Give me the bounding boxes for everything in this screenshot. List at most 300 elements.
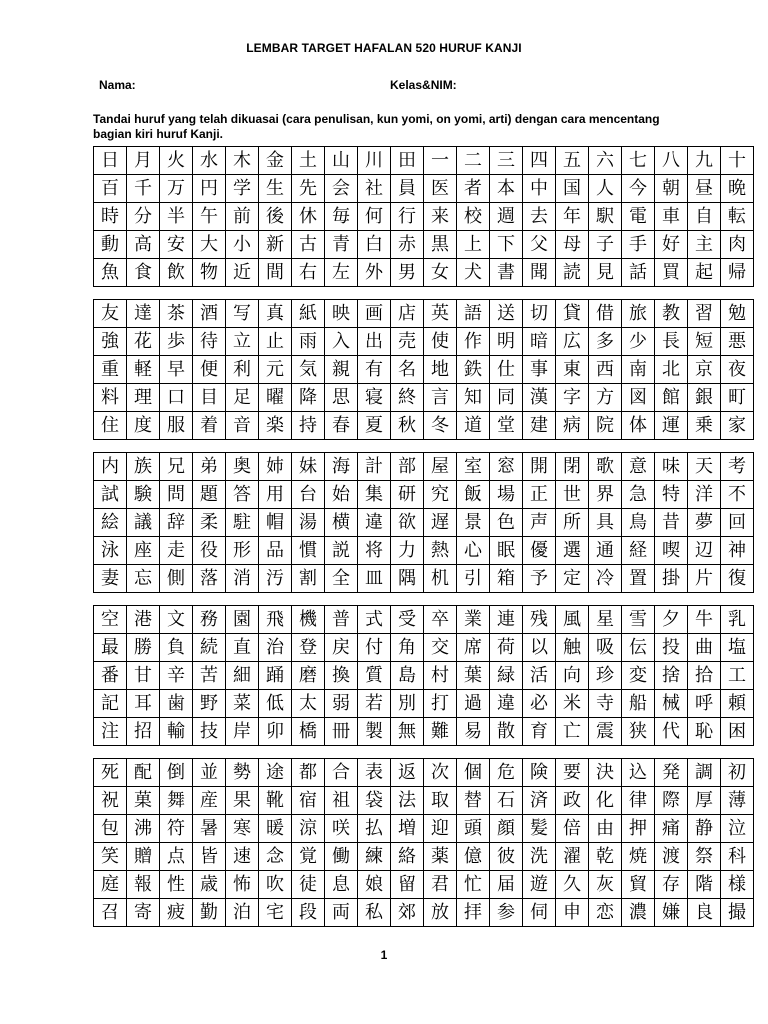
kanji-cell[interactable]: 題 xyxy=(193,481,226,509)
kanji-cell[interactable]: 鉄 xyxy=(457,356,490,384)
kanji-cell[interactable]: 帽 xyxy=(259,509,292,537)
kanji-cell[interactable]: 報 xyxy=(127,871,160,899)
kanji-cell[interactable]: 将 xyxy=(358,537,391,565)
kanji-cell[interactable]: 乾 xyxy=(589,843,622,871)
kanji-cell[interactable]: 妹 xyxy=(292,453,325,481)
kanji-cell[interactable]: 初 xyxy=(721,759,754,787)
kanji-cell[interactable]: 長 xyxy=(655,328,688,356)
kanji-cell[interactable]: 眠 xyxy=(490,537,523,565)
kanji-cell[interactable]: 用 xyxy=(259,481,292,509)
kanji-cell[interactable]: 間 xyxy=(259,259,292,287)
kanji-cell[interactable]: 冊 xyxy=(325,718,358,746)
kanji-cell[interactable]: 帰 xyxy=(721,259,754,287)
kanji-cell[interactable]: 習 xyxy=(688,300,721,328)
kanji-cell[interactable]: 切 xyxy=(523,300,556,328)
kanji-cell[interactable]: 参 xyxy=(490,899,523,927)
kanji-cell[interactable]: 無 xyxy=(391,718,424,746)
kanji-cell[interactable]: 具 xyxy=(589,509,622,537)
kanji-cell[interactable]: 際 xyxy=(655,787,688,815)
kanji-cell[interactable]: 百 xyxy=(94,175,127,203)
kanji-cell[interactable]: 族 xyxy=(127,453,160,481)
kanji-cell[interactable]: 病 xyxy=(556,412,589,440)
kanji-cell[interactable]: 降 xyxy=(292,384,325,412)
kanji-cell[interactable]: 去 xyxy=(523,203,556,231)
kanji-cell[interactable]: 古 xyxy=(292,231,325,259)
kanji-cell[interactable]: 速 xyxy=(226,843,259,871)
kanji-cell[interactable]: 紙 xyxy=(292,300,325,328)
kanji-cell[interactable]: 母 xyxy=(556,231,589,259)
kanji-cell[interactable]: 違 xyxy=(490,690,523,718)
kanji-cell[interactable]: 勝 xyxy=(127,634,160,662)
kanji-cell[interactable]: 頭 xyxy=(457,815,490,843)
kanji-cell[interactable]: 問 xyxy=(160,481,193,509)
kanji-cell[interactable]: 止 xyxy=(259,328,292,356)
kanji-cell[interactable]: 中 xyxy=(523,175,556,203)
kanji-cell[interactable]: 配 xyxy=(127,759,160,787)
kanji-cell[interactable]: 悪 xyxy=(721,328,754,356)
kanji-cell[interactable]: 受 xyxy=(391,606,424,634)
kanji-cell[interactable]: 続 xyxy=(193,634,226,662)
kanji-cell[interactable]: 作 xyxy=(457,328,490,356)
kanji-cell[interactable]: 珍 xyxy=(589,662,622,690)
kanji-cell[interactable]: 動 xyxy=(94,231,127,259)
kanji-cell[interactable]: 高 xyxy=(127,231,160,259)
kanji-cell[interactable]: 仕 xyxy=(490,356,523,384)
kanji-cell[interactable]: 吹 xyxy=(259,871,292,899)
kanji-cell[interactable]: 者 xyxy=(457,175,490,203)
kanji-cell[interactable]: 暑 xyxy=(193,815,226,843)
kanji-cell[interactable]: 洋 xyxy=(688,481,721,509)
kanji-cell[interactable]: 弱 xyxy=(325,690,358,718)
kanji-cell[interactable]: 熱 xyxy=(424,537,457,565)
kanji-cell[interactable]: 九 xyxy=(688,147,721,175)
kanji-cell[interactable]: 伝 xyxy=(622,634,655,662)
kanji-cell[interactable]: 髪 xyxy=(523,815,556,843)
kanji-cell[interactable]: 東 xyxy=(556,356,589,384)
kanji-cell[interactable]: 先 xyxy=(292,175,325,203)
kanji-cell[interactable]: 妻 xyxy=(94,565,127,593)
kanji-cell[interactable]: 散 xyxy=(490,718,523,746)
kanji-cell[interactable]: 春 xyxy=(325,412,358,440)
kanji-cell[interactable]: 葉 xyxy=(457,662,490,690)
kanji-cell[interactable]: 橋 xyxy=(292,718,325,746)
kanji-cell[interactable]: 朝 xyxy=(655,175,688,203)
kanji-cell[interactable]: 活 xyxy=(523,662,556,690)
kanji-cell[interactable]: 負 xyxy=(160,634,193,662)
kanji-cell[interactable]: 足 xyxy=(226,384,259,412)
kanji-cell[interactable]: 持 xyxy=(292,412,325,440)
kanji-cell[interactable]: 横 xyxy=(325,509,358,537)
kanji-cell[interactable]: 働 xyxy=(325,843,358,871)
kanji-cell[interactable]: 靴 xyxy=(259,787,292,815)
kanji-cell[interactable]: 召 xyxy=(94,899,127,927)
kanji-cell[interactable]: 汚 xyxy=(259,565,292,593)
kanji-cell[interactable]: 皆 xyxy=(193,843,226,871)
kanji-cell[interactable]: 拝 xyxy=(457,899,490,927)
kanji-cell[interactable]: 記 xyxy=(94,690,127,718)
kanji-cell[interactable]: 途 xyxy=(259,759,292,787)
kanji-cell[interactable]: 所 xyxy=(556,509,589,537)
kanji-cell[interactable]: 一 xyxy=(424,147,457,175)
kanji-cell[interactable]: 向 xyxy=(556,662,589,690)
kanji-cell[interactable]: 卒 xyxy=(424,606,457,634)
kanji-cell[interactable]: 子 xyxy=(589,231,622,259)
kanji-cell[interactable]: 歯 xyxy=(160,690,193,718)
kanji-cell[interactable]: 北 xyxy=(655,356,688,384)
kanji-cell[interactable]: 化 xyxy=(589,787,622,815)
kanji-cell[interactable]: 大 xyxy=(193,231,226,259)
kanji-cell[interactable]: 使 xyxy=(424,328,457,356)
kanji-cell[interactable]: 怖 xyxy=(226,871,259,899)
kanji-cell[interactable]: 乳 xyxy=(721,606,754,634)
kanji-cell[interactable]: 赤 xyxy=(391,231,424,259)
kanji-cell[interactable]: 医 xyxy=(424,175,457,203)
kanji-cell[interactable]: 売 xyxy=(391,328,424,356)
kanji-cell[interactable]: 週 xyxy=(490,203,523,231)
kanji-cell[interactable]: 味 xyxy=(655,453,688,481)
kanji-cell[interactable]: 小 xyxy=(226,231,259,259)
kanji-cell[interactable]: 銀 xyxy=(688,384,721,412)
kanji-cell[interactable]: 割 xyxy=(292,565,325,593)
kanji-cell[interactable]: 土 xyxy=(292,147,325,175)
kanji-cell[interactable]: 箱 xyxy=(490,565,523,593)
kanji-cell[interactable]: 料 xyxy=(94,384,127,412)
kanji-cell[interactable]: 茶 xyxy=(160,300,193,328)
kanji-cell[interactable]: 理 xyxy=(127,384,160,412)
kanji-cell[interactable]: 踊 xyxy=(259,662,292,690)
kanji-cell[interactable]: 済 xyxy=(523,787,556,815)
kanji-cell[interactable]: 明 xyxy=(490,328,523,356)
kanji-cell[interactable]: 台 xyxy=(292,481,325,509)
kanji-cell[interactable]: 花 xyxy=(127,328,160,356)
kanji-cell[interactable]: 律 xyxy=(622,787,655,815)
kanji-cell[interactable]: 左 xyxy=(325,259,358,287)
kanji-cell[interactable]: 少 xyxy=(622,328,655,356)
kanji-cell[interactable]: 電 xyxy=(622,203,655,231)
kanji-cell[interactable]: 方 xyxy=(589,384,622,412)
kanji-cell[interactable]: 事 xyxy=(523,356,556,384)
kanji-cell[interactable]: 立 xyxy=(226,328,259,356)
kanji-cell[interactable]: 文 xyxy=(160,606,193,634)
kanji-cell[interactable]: 打 xyxy=(424,690,457,718)
kanji-cell[interactable]: 三 xyxy=(490,147,523,175)
kanji-cell[interactable]: 前 xyxy=(226,203,259,231)
kanji-cell[interactable]: 登 xyxy=(292,634,325,662)
kanji-cell[interactable]: 教 xyxy=(655,300,688,328)
kanji-cell[interactable]: 品 xyxy=(259,537,292,565)
kanji-cell[interactable]: 辞 xyxy=(160,509,193,537)
kanji-cell[interactable]: 試 xyxy=(94,481,127,509)
kanji-cell[interactable]: 住 xyxy=(94,412,127,440)
kanji-cell[interactable]: 駅 xyxy=(589,203,622,231)
kanji-cell[interactable]: 起 xyxy=(688,259,721,287)
kanji-cell[interactable]: 絵 xyxy=(94,509,127,537)
kanji-cell[interactable]: 何 xyxy=(358,203,391,231)
kanji-cell[interactable]: 図 xyxy=(622,384,655,412)
kanji-cell[interactable]: 飯 xyxy=(457,481,490,509)
kanji-cell[interactable]: 宿 xyxy=(292,787,325,815)
kanji-cell[interactable]: 育 xyxy=(523,718,556,746)
kanji-cell[interactable]: 忘 xyxy=(127,565,160,593)
kanji-cell[interactable]: 薬 xyxy=(424,843,457,871)
kanji-cell[interactable]: 都 xyxy=(292,759,325,787)
kanji-cell[interactable]: 祭 xyxy=(688,843,721,871)
kanji-cell[interactable]: 元 xyxy=(259,356,292,384)
kanji-cell[interactable]: 倒 xyxy=(160,759,193,787)
kanji-cell[interactable]: 包 xyxy=(94,815,127,843)
kanji-cell[interactable]: 決 xyxy=(589,759,622,787)
kanji-cell[interactable]: 形 xyxy=(226,537,259,565)
kanji-cell[interactable]: 危 xyxy=(490,759,523,787)
kanji-cell[interactable]: 菓 xyxy=(127,787,160,815)
kanji-cell[interactable]: 部 xyxy=(391,453,424,481)
kanji-cell[interactable]: 辛 xyxy=(160,662,193,690)
kanji-cell[interactable]: 半 xyxy=(160,203,193,231)
kanji-cell[interactable]: 会 xyxy=(325,175,358,203)
kanji-cell[interactable]: 五 xyxy=(556,147,589,175)
kanji-cell[interactable]: 喫 xyxy=(655,537,688,565)
kanji-cell[interactable]: 八 xyxy=(655,147,688,175)
kanji-cell[interactable]: 祝 xyxy=(94,787,127,815)
kanji-cell[interactable]: 治 xyxy=(259,634,292,662)
kanji-cell[interactable]: 戻 xyxy=(325,634,358,662)
kanji-cell[interactable]: 放 xyxy=(424,899,457,927)
kanji-cell[interactable]: 代 xyxy=(655,718,688,746)
kanji-cell[interactable]: 低 xyxy=(259,690,292,718)
kanji-cell[interactable]: 利 xyxy=(226,356,259,384)
kanji-cell[interactable]: 通 xyxy=(589,537,622,565)
kanji-cell[interactable]: 入 xyxy=(325,328,358,356)
kanji-cell[interactable]: 気 xyxy=(292,356,325,384)
kanji-cell[interactable]: 牛 xyxy=(688,606,721,634)
kanji-cell[interactable]: 倍 xyxy=(556,815,589,843)
kanji-cell[interactable]: 終 xyxy=(391,384,424,412)
kanji-cell[interactable]: 窓 xyxy=(490,453,523,481)
kanji-cell[interactable]: 涼 xyxy=(292,815,325,843)
kanji-cell[interactable]: 曜 xyxy=(259,384,292,412)
kanji-cell[interactable]: 後 xyxy=(259,203,292,231)
kanji-cell[interactable]: 次 xyxy=(424,759,457,787)
kanji-cell[interactable]: 円 xyxy=(193,175,226,203)
kanji-cell[interactable]: 木 xyxy=(226,147,259,175)
kanji-cell[interactable]: 米 xyxy=(556,690,589,718)
kanji-cell[interactable]: 町 xyxy=(721,384,754,412)
kanji-cell[interactable]: 菜 xyxy=(226,690,259,718)
kanji-cell[interactable]: 注 xyxy=(94,718,127,746)
kanji-cell[interactable]: 西 xyxy=(589,356,622,384)
kanji-cell[interactable]: 性 xyxy=(160,871,193,899)
kanji-cell[interactable]: 車 xyxy=(655,203,688,231)
kanji-cell[interactable]: 歌 xyxy=(589,453,622,481)
kanji-cell[interactable]: 日 xyxy=(94,147,127,175)
kanji-cell[interactable]: 私 xyxy=(358,899,391,927)
kanji-cell[interactable]: 安 xyxy=(160,231,193,259)
kanji-cell[interactable]: 早 xyxy=(160,356,193,384)
kanji-cell[interactable]: 濯 xyxy=(556,843,589,871)
kanji-cell[interactable]: 番 xyxy=(94,662,127,690)
kanji-cell[interactable]: 待 xyxy=(193,328,226,356)
kanji-cell[interactable]: 由 xyxy=(589,815,622,843)
kanji-cell[interactable]: 狭 xyxy=(622,718,655,746)
kanji-cell[interactable]: 校 xyxy=(457,203,490,231)
kanji-cell[interactable]: 念 xyxy=(259,843,292,871)
kanji-cell[interactable]: 勤 xyxy=(193,899,226,927)
kanji-cell[interactable]: 要 xyxy=(556,759,589,787)
kanji-cell[interactable]: 細 xyxy=(226,662,259,690)
kanji-cell[interactable]: 取 xyxy=(424,787,457,815)
kanji-cell[interactable]: 嫌 xyxy=(655,899,688,927)
kanji-cell[interactable]: 寺 xyxy=(589,690,622,718)
kanji-cell[interactable]: 見 xyxy=(589,259,622,287)
kanji-cell[interactable]: 増 xyxy=(391,815,424,843)
kanji-cell[interactable]: 近 xyxy=(226,259,259,287)
kanji-cell[interactable]: 械 xyxy=(655,690,688,718)
kanji-cell[interactable]: 十 xyxy=(721,147,754,175)
kanji-cell[interactable]: 静 xyxy=(688,815,721,843)
kanji-cell[interactable]: 荷 xyxy=(490,634,523,662)
kanji-cell[interactable]: 太 xyxy=(292,690,325,718)
kanji-cell[interactable]: 渡 xyxy=(655,843,688,871)
kanji-cell[interactable]: 主 xyxy=(688,231,721,259)
kanji-cell[interactable]: 村 xyxy=(424,662,457,690)
kanji-cell[interactable]: 階 xyxy=(688,871,721,899)
kanji-cell[interactable]: 選 xyxy=(556,537,589,565)
kanji-cell[interactable]: 運 xyxy=(655,412,688,440)
kanji-cell[interactable]: 夕 xyxy=(655,606,688,634)
kanji-cell[interactable]: 海 xyxy=(325,453,358,481)
kanji-cell[interactable]: 頼 xyxy=(721,690,754,718)
kanji-cell[interactable]: 黒 xyxy=(424,231,457,259)
kanji-cell[interactable]: 経 xyxy=(622,537,655,565)
kanji-cell[interactable]: 肉 xyxy=(721,231,754,259)
kanji-cell[interactable]: 内 xyxy=(94,453,127,481)
kanji-cell[interactable]: 男 xyxy=(391,259,424,287)
kanji-cell[interactable]: 必 xyxy=(523,690,556,718)
kanji-cell[interactable]: 磨 xyxy=(292,662,325,690)
kanji-cell[interactable]: 毎 xyxy=(325,203,358,231)
kanji-cell[interactable]: 音 xyxy=(226,412,259,440)
kanji-cell[interactable]: 祖 xyxy=(325,787,358,815)
kanji-cell[interactable]: 覚 xyxy=(292,843,325,871)
kanji-cell[interactable]: 石 xyxy=(490,787,523,815)
kanji-cell[interactable]: 休 xyxy=(292,203,325,231)
kanji-cell[interactable]: 発 xyxy=(655,759,688,787)
kanji-cell[interactable]: 勢 xyxy=(226,759,259,787)
kanji-cell[interactable]: 声 xyxy=(523,509,556,537)
kanji-cell[interactable]: 暖 xyxy=(259,815,292,843)
kanji-cell[interactable]: 閉 xyxy=(556,453,589,481)
kanji-cell[interactable]: 来 xyxy=(424,203,457,231)
kanji-cell[interactable]: 式 xyxy=(358,606,391,634)
kanji-cell[interactable]: 験 xyxy=(127,481,160,509)
kanji-cell[interactable]: 袋 xyxy=(358,787,391,815)
kanji-cell[interactable]: 知 xyxy=(457,384,490,412)
kanji-cell[interactable]: 字 xyxy=(556,384,589,412)
kanji-cell[interactable]: 投 xyxy=(655,634,688,662)
kanji-cell[interactable]: 強 xyxy=(94,328,127,356)
kanji-cell[interactable]: 道 xyxy=(457,412,490,440)
kanji-cell[interactable]: 姉 xyxy=(259,453,292,481)
kanji-cell[interactable]: 換 xyxy=(325,662,358,690)
kanji-cell[interactable]: 考 xyxy=(721,453,754,481)
kanji-cell[interactable]: 吸 xyxy=(589,634,622,662)
kanji-cell[interactable]: 恥 xyxy=(688,718,721,746)
kanji-cell[interactable]: 天 xyxy=(688,453,721,481)
kanji-cell[interactable]: 万 xyxy=(160,175,193,203)
kanji-cell[interactable]: 億 xyxy=(457,843,490,871)
kanji-cell[interactable]: 回 xyxy=(721,509,754,537)
kanji-cell[interactable]: 屋 xyxy=(424,453,457,481)
kanji-cell[interactable]: 娘 xyxy=(358,871,391,899)
kanji-cell[interactable]: 存 xyxy=(655,871,688,899)
kanji-cell[interactable]: 灰 xyxy=(589,871,622,899)
kanji-cell[interactable]: 角 xyxy=(391,634,424,662)
kanji-cell[interactable]: 青 xyxy=(325,231,358,259)
kanji-cell[interactable]: 隅 xyxy=(391,565,424,593)
kanji-cell[interactable]: 力 xyxy=(391,537,424,565)
kanji-cell[interactable]: 自 xyxy=(688,203,721,231)
kanji-cell[interactable]: 以 xyxy=(523,634,556,662)
kanji-cell[interactable]: 雪 xyxy=(622,606,655,634)
kanji-cell[interactable]: 夢 xyxy=(688,509,721,537)
kanji-cell[interactable]: 映 xyxy=(325,300,358,328)
kanji-cell[interactable]: 読 xyxy=(556,259,589,287)
kanji-cell[interactable]: 室 xyxy=(457,453,490,481)
kanji-cell[interactable]: 社 xyxy=(358,175,391,203)
kanji-cell[interactable]: 計 xyxy=(358,453,391,481)
kanji-cell[interactable]: 徒 xyxy=(292,871,325,899)
kanji-cell[interactable]: 右 xyxy=(292,259,325,287)
kanji-cell[interactable]: 言 xyxy=(424,384,457,412)
kanji-cell[interactable]: 側 xyxy=(160,565,193,593)
kanji-cell[interactable]: 鳥 xyxy=(622,509,655,537)
kanji-cell[interactable]: 恋 xyxy=(589,899,622,927)
kanji-cell[interactable]: 正 xyxy=(523,481,556,509)
kanji-cell[interactable]: 集 xyxy=(358,481,391,509)
kanji-cell[interactable]: 港 xyxy=(127,606,160,634)
kanji-cell[interactable]: 洗 xyxy=(523,843,556,871)
kanji-cell[interactable]: 乗 xyxy=(688,412,721,440)
kanji-cell[interactable]: 金 xyxy=(259,147,292,175)
kanji-cell[interactable]: 風 xyxy=(556,606,589,634)
kanji-cell[interactable]: 着 xyxy=(193,412,226,440)
kanji-cell[interactable]: 難 xyxy=(424,718,457,746)
kanji-cell[interactable]: 体 xyxy=(622,412,655,440)
kanji-cell[interactable]: 連 xyxy=(490,606,523,634)
kanji-cell[interactable]: 白 xyxy=(358,231,391,259)
kanji-cell[interactable]: 今 xyxy=(622,175,655,203)
kanji-cell[interactable]: 年 xyxy=(556,203,589,231)
kanji-cell[interactable]: 遊 xyxy=(523,871,556,899)
kanji-cell[interactable]: 法 xyxy=(391,787,424,815)
kanji-cell[interactable]: 合 xyxy=(325,759,358,787)
kanji-cell[interactable]: 午 xyxy=(193,203,226,231)
kanji-cell[interactable]: 輸 xyxy=(160,718,193,746)
kanji-cell[interactable]: 心 xyxy=(457,537,490,565)
kanji-cell[interactable]: 食 xyxy=(127,259,160,287)
kanji-cell[interactable]: 究 xyxy=(424,481,457,509)
kanji-cell[interactable]: 疲 xyxy=(160,899,193,927)
kanji-cell[interactable]: 捨 xyxy=(655,662,688,690)
kanji-cell[interactable]: 月 xyxy=(127,147,160,175)
kanji-cell[interactable]: 院 xyxy=(589,412,622,440)
kanji-cell[interactable]: 製 xyxy=(358,718,391,746)
kanji-cell[interactable]: 違 xyxy=(358,509,391,537)
kanji-cell[interactable]: 個 xyxy=(457,759,490,787)
kanji-cell[interactable]: 段 xyxy=(292,899,325,927)
kanji-cell[interactable]: 弟 xyxy=(193,453,226,481)
kanji-cell[interactable]: 昼 xyxy=(688,175,721,203)
